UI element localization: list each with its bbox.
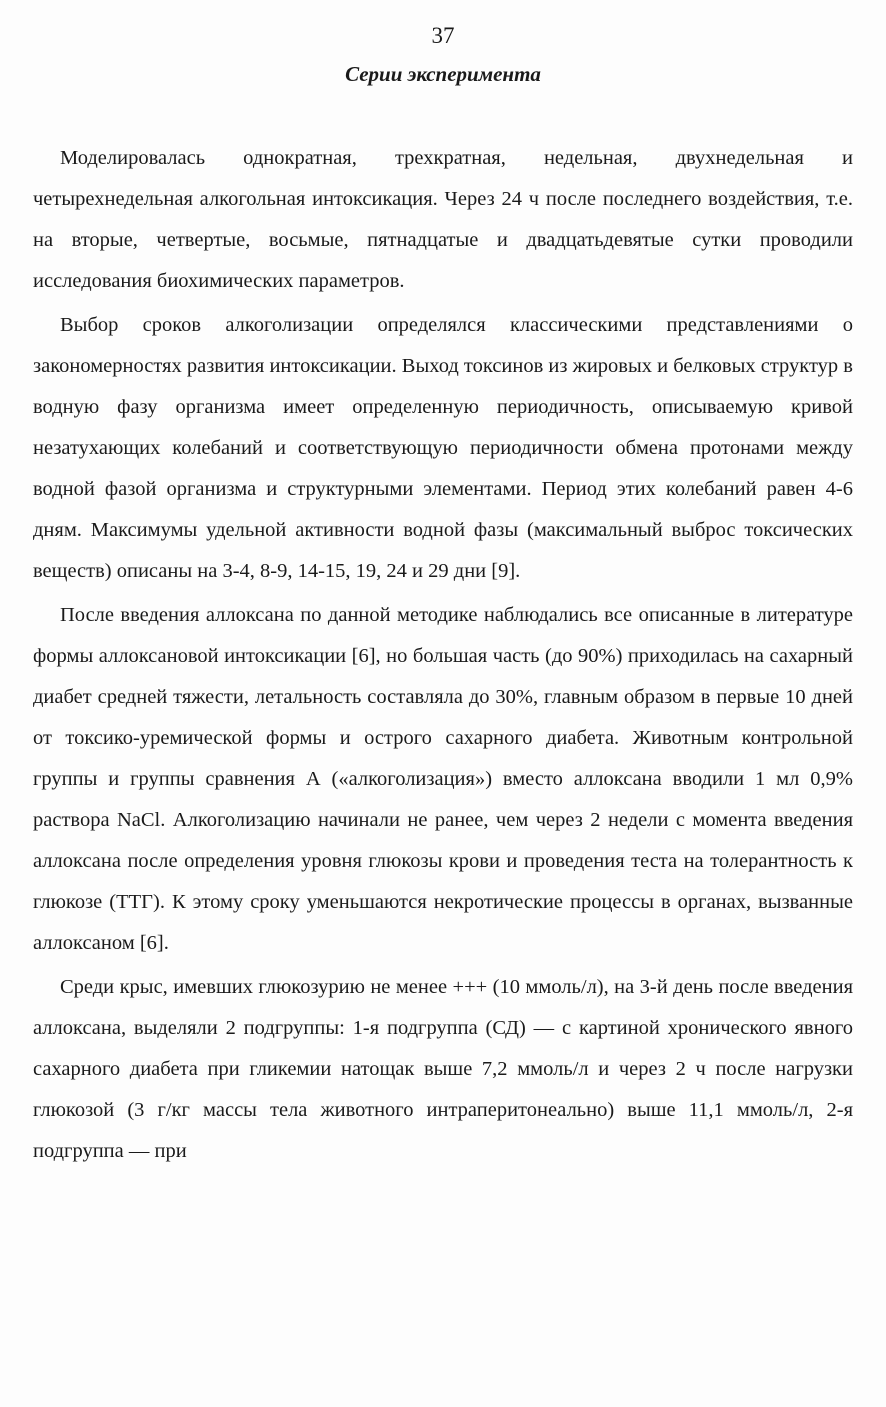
- page-number: 37: [431, 23, 455, 48]
- paragraph: Выбор сроков алкоголизации определялся классическими представлениями о закономерностях развития интоксикации. Выход токсинов из жировых и белковых структур в водную фазу организма имеет определенную периодичность, описываемую кривой незатухающих колебаний и соответствующую периодичности обмена протонами между водной фазой организма и структурными элементами. Период этих колебаний равен 4-6 дням. Максимумы удельной активности водной фазы (максимальный выброс токсических веществ) описаны на 3-4, 8-9, 14-15, 19, 24 и 29 дни [9].: [33, 314, 853, 582]
- paragraph: Моделировалась однократная, трехкратная, недельная, двухнедельная и четырехнедельная алкогольная интоксикация. Через 24 ч после последнего воздействия, т.е. на вторые, четвертые, восьмые, пятнадцатые и двадцатьдевятые сутки проводили исследования биохимических параметров.: [33, 147, 853, 292]
- section-title: Серии эксперимента: [345, 62, 541, 86]
- paragraph: После введения аллоксана по данной методике наблюдались все описанные в литературе формы аллоксановой интоксикации [6], но большая часть (до 90%) приходилась на сахарный диабет средней тяжести, летальность составляла до 30%, главным образом в первые 10 дней от токсико-уремической формы и острого сахарного диабета. Животным контрольной группы и группы сравнения А («алкоголизация») вместо аллоксана вводили 1 мл 0,9% раствора NaCl. Алкоголизацию начинали не ранее, чем через 2 недели с момента введения аллоксана после определения уровня глюкозы крови и проведения теста на толерантность к глюкозе (ТТГ). К этому сроку уменьшаются некротические процессы в органах, вызванные аллоксаном [6].: [33, 604, 853, 954]
- paragraph: Среди крыс, имевших глюкозурию не менее +++ (10 ммоль/л), на 3-й день после введения аллоксана, выделяли 2 подгруппы: 1-я подгруппа (СД) — с картиной хронического явного сахарного диабета при гликемии натощак выше 7,2 ммоль/л и через 2 ч после нагрузки глюкозой (3 г/кг массы тела животного интраперитонеально) выше 11,1 ммоль/л, 2-я подгруппа — при: [33, 976, 853, 1162]
- body-text: [33, 138, 853, 1172]
